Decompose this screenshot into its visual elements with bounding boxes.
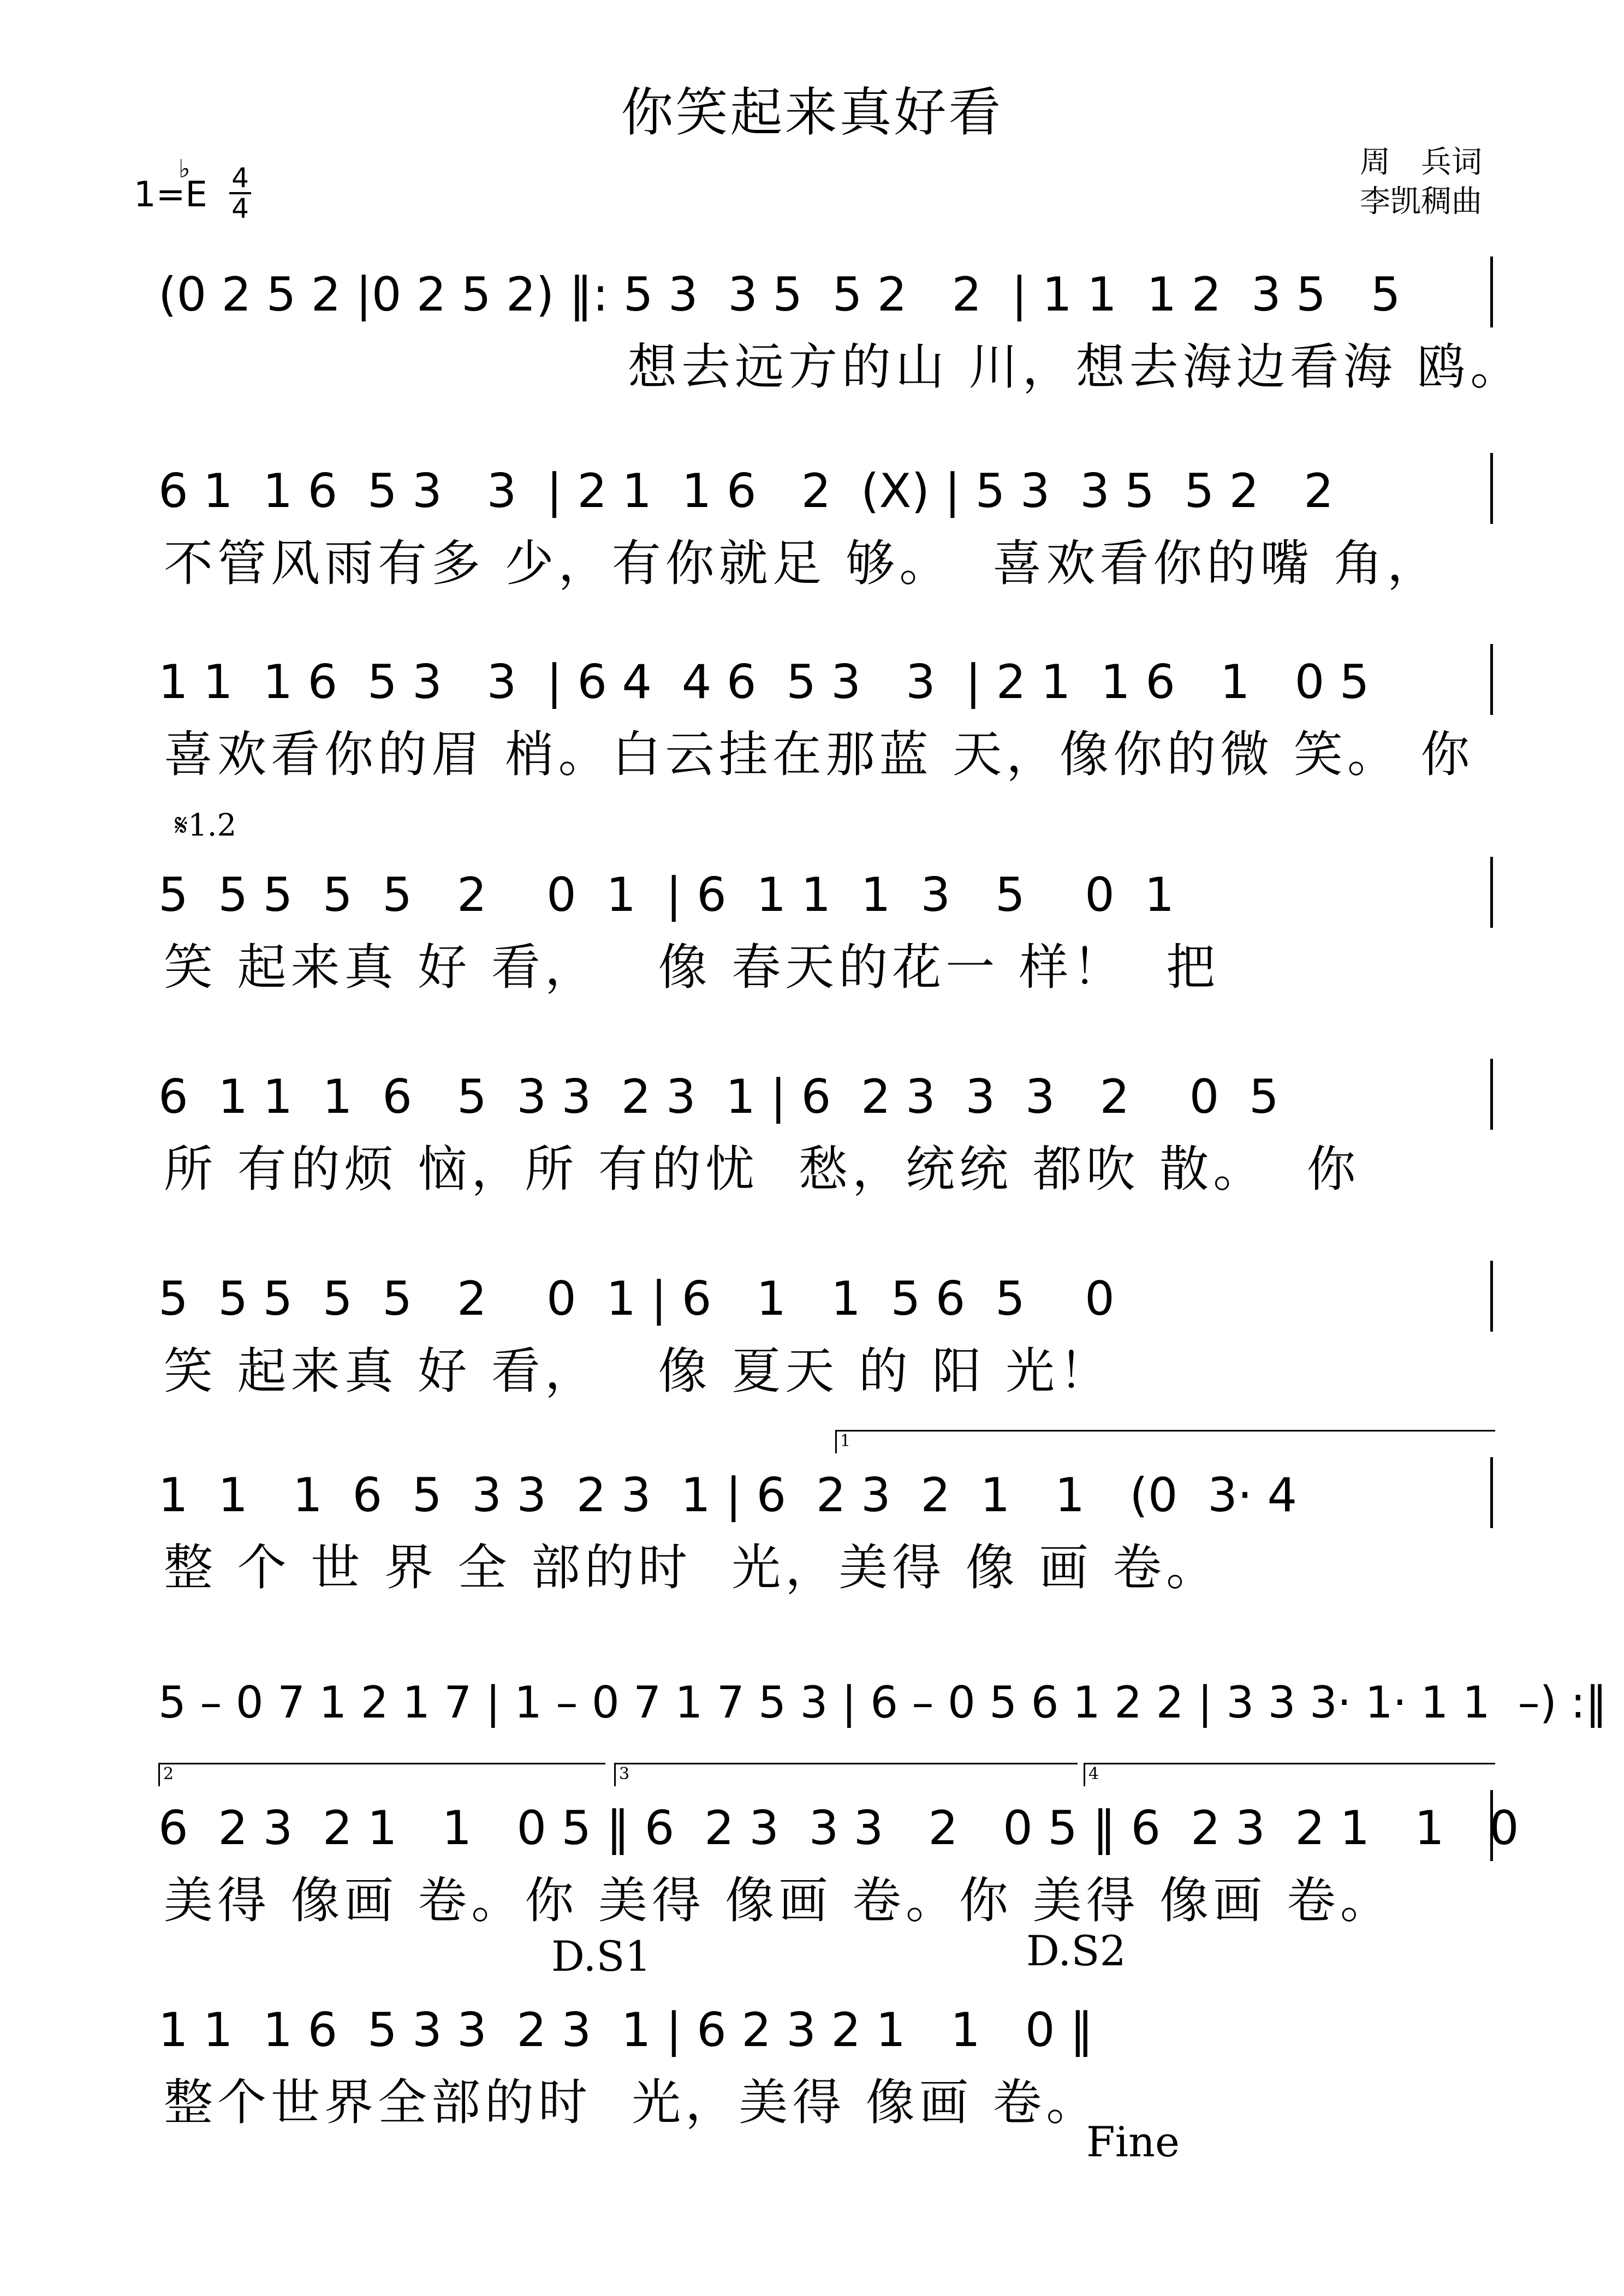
- ds2-marker: D.S2: [1026, 1927, 1126, 1975]
- barline: [1490, 453, 1493, 524]
- notation-line: 5 – 0 7 1 2 1 7 | 1 – 0 7 1 7 5 3 | 6 – 0 5 6 1 2 2 | 3 3 3· 1· 1 1 –) :‖: [158, 1677, 1608, 1728]
- lyric-line: 喜欢看你的眉 梢。白云挂在那蓝 天，像你的微 笑。 你: [164, 726, 1474, 783]
- staff-system-10: [0, 1997, 1624, 2139]
- lyric-line: 整 个 世 界 全 部的时 光，美得 像 画 卷。: [164, 1539, 1220, 1596]
- composer: 李凯稠曲: [1360, 184, 1482, 219]
- lyric-line: 美得 像画 卷。你 美得 像画 卷。你 美得 像画 卷。: [164, 1872, 1394, 1929]
- notation-line: 5 5 5 5 5 2 0 1 | 6 1 1 1 3 5 0 1: [158, 868, 1175, 922]
- volta-bracket-1: 1: [835, 1430, 1495, 1453]
- ds1-marker: D.S1: [551, 1932, 651, 1981]
- staff-system-1: [0, 262, 1624, 404]
- notation-line: 1 1 1 6 5 3 3 2 3 1 | 6 2 3 2 1 1 (0 3· 4: [158, 1468, 1298, 1523]
- notation-line: 1 1 1 6 5 3 3 | 6 4 4 6 5 3 3 | 2 1 1 6 1 0 5: [158, 655, 1370, 709]
- time-top: 4: [231, 162, 249, 194]
- staff-system-5: [0, 1064, 1624, 1206]
- staff-system-2: [0, 458, 1624, 600]
- fine-marker: Fine: [1086, 2118, 1180, 2166]
- lyric-line: 想去远方的山 川，想去海边看海 鸥。: [628, 338, 1524, 396]
- barline: [1490, 1059, 1493, 1130]
- lyric-line: 不管风雨有多 少，有你就足 够。 喜欢看你的嘴 角，: [164, 535, 1441, 592]
- staff-system-7: [0, 1463, 1624, 1605]
- volta-bracket-4: 4: [1084, 1763, 1495, 1786]
- notation-line: 5 5 5 5 5 2 0 1 | 6 1 1 5 6 5 0: [158, 1272, 1115, 1326]
- staff-system-6: [0, 1266, 1624, 1408]
- staff-system-9: [0, 1796, 1624, 1937]
- staff-system-4: [0, 862, 1624, 1004]
- credits: [1360, 143, 1482, 222]
- time-signature: [229, 162, 251, 224]
- barline: [1490, 644, 1493, 715]
- notation-line: 1 1 1 6 5 3 3 2 3 1 | 6 2 3 2 1 1 0 ‖: [158, 2003, 1093, 2058]
- barline: [1490, 1261, 1493, 1332]
- notation-line: 6 2 3 2 1 1 0 5 ‖ 6 2 3 3 3 2 0 5 ‖ 6 2 3 2 1 1 0: [158, 1801, 1519, 1856]
- time-bottom: 4: [231, 193, 249, 224]
- barline: [1490, 1790, 1493, 1861]
- key-prefix: 1=: [134, 175, 186, 215]
- lyric-line: 笑 起来真 好 看， 像 春天的花一 样！ 把: [164, 939, 1220, 996]
- key-note: E: [185, 175, 207, 215]
- song-title: 你笑起来真好看: [621, 82, 1003, 143]
- lyricist: 周 兵词: [1360, 145, 1482, 180]
- lyric-line: 笑 起来真 好 看， 像 夏天 的 阳 光！: [164, 1343, 1113, 1400]
- staff-system-8: [0, 1670, 1624, 1812]
- segno-marker: 𝄋1.2: [175, 808, 237, 843]
- lyric-line: 整个世界全部的时 光，美得 像画 卷。: [164, 2074, 1100, 2131]
- barline: [1490, 257, 1493, 327]
- lyric-line: 所 有的烦 恼，所 有的忧 愁，统统 都吹 散。 你: [164, 1141, 1360, 1198]
- key-flat: ♭: [179, 154, 191, 183]
- key-signature: [134, 154, 207, 215]
- notation-line: 6 1 1 6 5 3 3 | 2 1 1 6 2 (X) | 5 3 3 5 5 2 2: [158, 464, 1334, 518]
- notation-line: 6 1 1 1 6 5 3 3 2 3 1 | 6 2 3 3 3 2 0 5: [158, 1070, 1279, 1124]
- notation-line: (0 2 5 2 |0 2 5 2) ‖: 5 3 3 5 5 2 2 | 1 1 1 2 3 5 5: [158, 267, 1401, 322]
- barline: [1490, 1457, 1493, 1528]
- barline: [1490, 857, 1493, 928]
- volta-bracket-2: 2: [158, 1763, 605, 1786]
- staff-system-3: [0, 649, 1624, 791]
- volta-bracket-3: 3: [614, 1763, 1078, 1786]
